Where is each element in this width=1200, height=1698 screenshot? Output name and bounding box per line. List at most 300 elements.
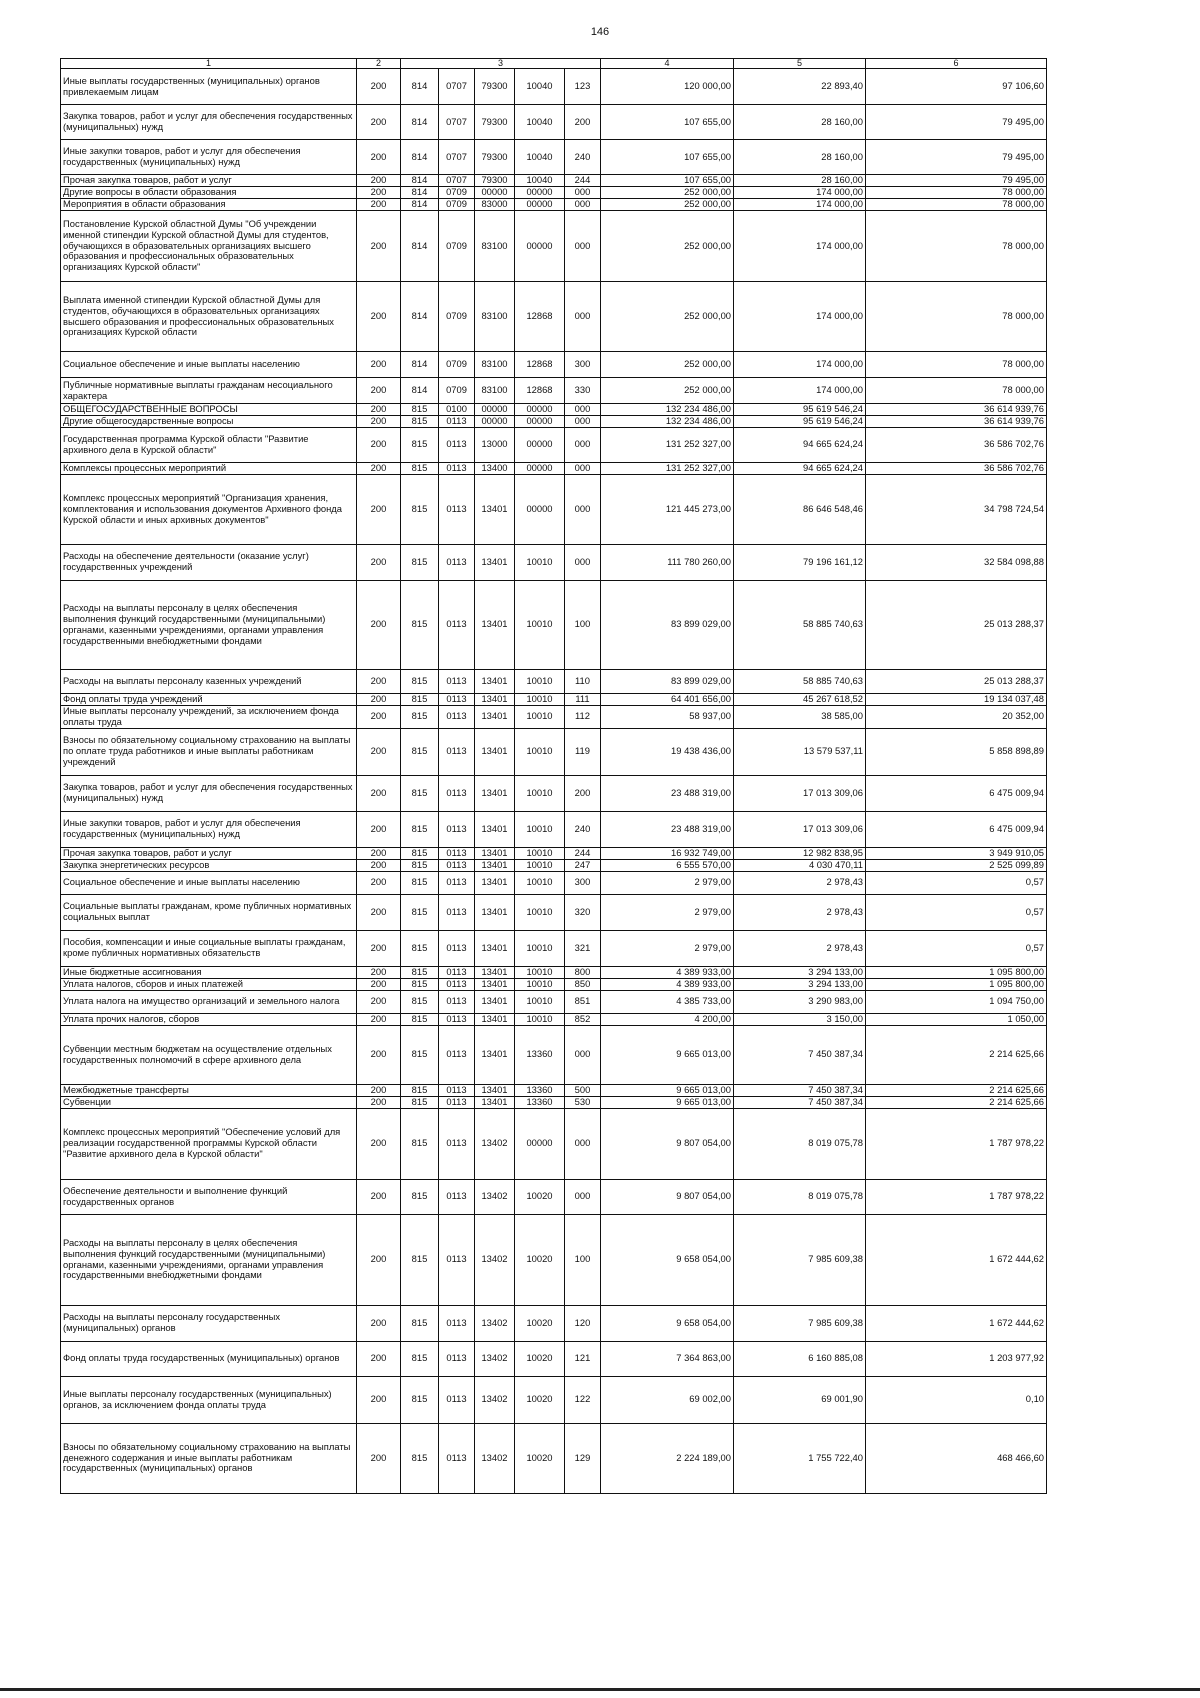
code-section: 200 [357,930,401,966]
code-program: 79300 [475,140,515,175]
code-direction: 10020 [515,1214,565,1305]
code-program: 13401 [475,1084,515,1096]
row-label: Другие общегосударственные вопросы [61,415,357,427]
value-executed: 174 000,00 [734,211,866,282]
value-plan: 131 252 327,00 [601,462,734,474]
value-executed: 12 982 838,95 [734,847,866,859]
row-label: Расходы на выплаты персоналу государственных (муниципальных) органов [61,1305,357,1341]
code-admin: 815 [401,966,439,978]
value-executed: 45 267 618,52 [734,693,866,705]
code-expense-type: 110 [565,669,601,693]
value-plan: 2 979,00 [601,894,734,930]
code-program: 13401 [475,705,515,728]
code-section: 200 [357,462,401,474]
code-chapter: 0113 [439,847,475,859]
code-chapter: 0113 [439,1305,475,1341]
code-direction: 00000 [515,462,565,474]
row-label: Другие вопросы в области образования [61,187,357,199]
value-remaining: 97 106,60 [866,69,1047,105]
code-program: 13401 [475,894,515,930]
value-executed: 7 985 609,38 [734,1305,866,1341]
value-executed: 3 290 983,00 [734,990,866,1013]
code-chapter: 0707 [439,69,475,105]
table-row [61,1376,1047,1423]
row-label: Расходы на выплаты персоналу в целях обеспечения выполнения функций государственными (муниципальными) органами, казенными учреждениями, органами управления государственными внебюджетными фондами [61,1214,357,1305]
row-label: Закупка товаров, работ и услуг для обеспечения государственных (муниципальных) нужд [61,775,357,811]
code-direction: 10010 [515,847,565,859]
value-plan: 111 780 260,00 [601,544,734,580]
value-plan: 83 899 029,00 [601,669,734,693]
code-direction: 00000 [515,211,565,282]
code-admin: 815 [401,1013,439,1025]
row-label: Субвенции [61,1096,357,1108]
table-row [61,894,1047,930]
code-direction: 10010 [515,1013,565,1025]
code-program: 13401 [475,811,515,847]
code-section: 200 [357,580,401,669]
code-direction: 10020 [515,1179,565,1214]
code-direction: 13360 [515,1025,565,1084]
value-executed: 7 450 387,34 [734,1025,866,1084]
value-remaining: 6 475 009,94 [866,775,1047,811]
row-label: Расходы на обеспечение деятельности (оказание услуг) государственных учреждений [61,544,357,580]
code-section: 200 [357,811,401,847]
value-remaining: 468 466,60 [866,1423,1047,1493]
row-label: Расходы на выплаты персоналу казенных учреждений [61,669,357,693]
code-section: 200 [357,404,401,416]
row-label: Расходы на выплаты персоналу в целях обеспечения выполнения функций государственными (муниципальными) органами, казенными учреждениями, органами управления государственными внебюджетными фондами [61,580,357,669]
code-section: 200 [357,1108,401,1179]
row-label: Уплата налога на имущество организаций и земельного налога [61,990,357,1013]
value-plan: 4 389 933,00 [601,966,734,978]
value-executed: 17 013 309,06 [734,811,866,847]
code-program: 83000 [475,199,515,211]
code-direction: 10010 [515,705,565,728]
code-admin: 815 [401,728,439,775]
code-program: 13402 [475,1341,515,1376]
code-expense-type: 530 [565,1096,601,1108]
code-section: 200 [357,211,401,282]
value-remaining: 1 787 978,22 [866,1179,1047,1214]
value-plan: 107 655,00 [601,140,734,175]
code-direction: 10010 [515,775,565,811]
code-direction: 10040 [515,69,565,105]
value-remaining: 25 013 288,37 [866,580,1047,669]
code-program: 13401 [475,990,515,1013]
code-chapter: 0113 [439,775,475,811]
code-expense-type: 112 [565,705,601,728]
code-program: 13402 [475,1214,515,1305]
code-direction: 10010 [515,811,565,847]
row-label: Иные выплаты персоналу учреждений, за исключением фонда оплаты труда [61,705,357,728]
table-row [61,978,1047,990]
table-row [61,1084,1047,1096]
row-label: Иные бюджетные ассигнования [61,966,357,978]
table-row [61,415,1047,427]
value-remaining: 79 495,00 [866,140,1047,175]
code-program: 13401 [475,728,515,775]
table-row [61,1305,1047,1341]
budget-table [60,58,1047,1494]
value-plan: 121 445 273,00 [601,474,734,544]
code-section: 200 [357,728,401,775]
code-chapter: 0113 [439,1084,475,1096]
code-chapter: 0113 [439,427,475,462]
code-admin: 815 [401,1376,439,1423]
header-col-5: 5 [734,59,866,69]
code-admin: 815 [401,1423,439,1493]
table-row [61,282,1047,352]
table-row [61,404,1047,416]
code-expense-type: 240 [565,140,601,175]
page-number: 146 [590,26,610,38]
value-executed: 174 000,00 [734,352,866,378]
code-admin: 815 [401,1179,439,1214]
table-row [61,1013,1047,1025]
table-row [61,1108,1047,1179]
code-section: 200 [357,775,401,811]
code-expense-type: 320 [565,894,601,930]
code-section: 200 [357,69,401,105]
code-chapter: 0113 [439,415,475,427]
code-chapter: 0113 [439,811,475,847]
code-admin: 814 [401,282,439,352]
table-row [61,211,1047,282]
row-label: ОБЩЕГОСУДАРСТВЕННЫЕ ВОПРОСЫ [61,404,357,416]
value-plan: 23 488 319,00 [601,811,734,847]
code-program: 13402 [475,1305,515,1341]
value-remaining: 1 095 800,00 [866,966,1047,978]
code-program: 13401 [475,978,515,990]
code-section: 200 [357,1084,401,1096]
value-remaining: 1 787 978,22 [866,1108,1047,1179]
table-row [61,105,1047,140]
code-program: 13401 [475,966,515,978]
code-section: 200 [357,187,401,199]
value-plan: 9 658 054,00 [601,1305,734,1341]
code-direction: 13360 [515,1084,565,1096]
value-plan: 64 401 656,00 [601,693,734,705]
code-program: 13401 [475,1025,515,1084]
code-direction: 10010 [515,544,565,580]
code-chapter: 0707 [439,140,475,175]
code-admin: 815 [401,859,439,871]
table-row [61,775,1047,811]
code-chapter: 0113 [439,1025,475,1084]
row-label: Закупка товаров, работ и услуг для обеспечения государственных (муниципальных) нужд [61,105,357,140]
code-direction: 10010 [515,871,565,894]
code-expense-type: 000 [565,427,601,462]
code-section: 200 [357,1423,401,1493]
code-admin: 815 [401,990,439,1013]
table-row [61,580,1047,669]
table-row [61,669,1047,693]
value-remaining: 6 475 009,94 [866,811,1047,847]
header-col-2: 2 [357,59,401,69]
code-chapter: 0709 [439,187,475,199]
value-plan: 69 002,00 [601,1376,734,1423]
code-direction: 10010 [515,859,565,871]
code-chapter: 0113 [439,1376,475,1423]
code-chapter: 0113 [439,871,475,894]
code-admin: 814 [401,105,439,140]
code-admin: 815 [401,580,439,669]
code-direction: 12868 [515,352,565,378]
row-label: Социальные выплаты гражданам, кроме публичных нормативных социальных выплат [61,894,357,930]
value-executed: 28 160,00 [734,140,866,175]
code-expense-type: 852 [565,1013,601,1025]
code-expense-type: 300 [565,352,601,378]
code-expense-type: 000 [565,415,601,427]
value-remaining: 0,57 [866,871,1047,894]
code-expense-type: 100 [565,1214,601,1305]
row-label: Уплата прочих налогов, сборов [61,1013,357,1025]
code-admin: 815 [401,1305,439,1341]
value-plan: 252 000,00 [601,282,734,352]
code-chapter: 0707 [439,175,475,187]
table-row [61,69,1047,105]
code-admin: 815 [401,415,439,427]
value-plan: 2 979,00 [601,871,734,894]
value-plan: 58 937,00 [601,705,734,728]
code-program: 13401 [475,871,515,894]
code-direction: 10040 [515,105,565,140]
value-plan: 16 932 749,00 [601,847,734,859]
code-expense-type: 000 [565,1179,601,1214]
code-admin: 814 [401,199,439,211]
code-chapter: 0113 [439,1096,475,1108]
code-admin: 815 [401,462,439,474]
code-expense-type: 850 [565,978,601,990]
code-expense-type: 120 [565,1305,601,1341]
code-expense-type: 122 [565,1376,601,1423]
row-label: Государственная программа Курской области "Развитие архивного дела в Курской области" [61,427,357,462]
table-row [61,427,1047,462]
code-program: 13401 [475,1096,515,1108]
code-chapter: 0113 [439,474,475,544]
code-program: 79300 [475,105,515,140]
value-remaining: 36 586 702,76 [866,462,1047,474]
code-chapter: 0113 [439,580,475,669]
code-chapter: 0709 [439,282,475,352]
value-remaining: 34 798 724,54 [866,474,1047,544]
code-admin: 815 [401,427,439,462]
code-direction: 12868 [515,378,565,404]
value-executed: 2 978,43 [734,930,866,966]
value-remaining: 19 134 037,48 [866,693,1047,705]
code-admin: 814 [401,140,439,175]
code-chapter: 0100 [439,404,475,416]
value-remaining: 36 614 939,76 [866,415,1047,427]
code-section: 200 [357,990,401,1013]
value-remaining: 1 050,00 [866,1013,1047,1025]
code-chapter: 0113 [439,705,475,728]
value-executed: 8 019 075,78 [734,1108,866,1179]
code-expense-type: 244 [565,847,601,859]
value-remaining: 1 672 444,62 [866,1214,1047,1305]
code-section: 200 [357,427,401,462]
table-row [61,378,1047,404]
code-expense-type: 247 [565,859,601,871]
code-section: 200 [357,415,401,427]
header-col-3: 3 [401,59,601,69]
header-col-4: 4 [601,59,734,69]
code-admin: 814 [401,69,439,105]
code-section: 200 [357,1341,401,1376]
value-plan: 9 665 013,00 [601,1084,734,1096]
value-plan: 9 665 013,00 [601,1096,734,1108]
value-executed: 3 150,00 [734,1013,866,1025]
code-admin: 815 [401,1108,439,1179]
table-row [61,1423,1047,1493]
code-chapter: 0113 [439,978,475,990]
table-row [61,1214,1047,1305]
value-executed: 3 294 133,00 [734,966,866,978]
code-section: 200 [357,378,401,404]
code-admin: 814 [401,352,439,378]
table-row [61,871,1047,894]
code-admin: 815 [401,705,439,728]
table-row [61,352,1047,378]
value-executed: 4 030 470,11 [734,859,866,871]
code-expense-type: 851 [565,990,601,1013]
code-chapter: 0707 [439,105,475,140]
value-remaining: 2 214 625,66 [866,1084,1047,1096]
code-expense-type: 200 [565,775,601,811]
value-plan: 252 000,00 [601,352,734,378]
code-direction: 10020 [515,1341,565,1376]
code-chapter: 0709 [439,378,475,404]
code-expense-type: 800 [565,966,601,978]
code-program: 13400 [475,462,515,474]
code-direction: 00000 [515,187,565,199]
value-plan: 252 000,00 [601,187,734,199]
value-remaining: 78 000,00 [866,352,1047,378]
code-program: 13402 [475,1423,515,1493]
code-admin: 815 [401,544,439,580]
code-expense-type: 500 [565,1084,601,1096]
code-direction: 10020 [515,1423,565,1493]
code-section: 200 [357,1305,401,1341]
value-executed: 13 579 537,11 [734,728,866,775]
page-bottom-rule [0,1688,1200,1691]
value-executed: 28 160,00 [734,175,866,187]
value-executed: 6 160 885,08 [734,1341,866,1376]
value-plan: 2 224 189,00 [601,1423,734,1493]
code-section: 200 [357,966,401,978]
value-plan: 107 655,00 [601,175,734,187]
value-executed: 174 000,00 [734,199,866,211]
code-admin: 815 [401,1025,439,1084]
value-executed: 95 619 546,24 [734,415,866,427]
value-plan: 252 000,00 [601,199,734,211]
value-executed: 174 000,00 [734,187,866,199]
code-section: 200 [357,1376,401,1423]
row-label: Взносы по обязательному социальному страхованию на выплаты денежного содержания и иные выплаты работникам государственных (муниципальных) органов [61,1423,357,1493]
table-row [61,693,1047,705]
code-admin: 814 [401,378,439,404]
header-row [61,59,1047,69]
table-row [61,544,1047,580]
value-executed: 1 755 722,40 [734,1423,866,1493]
code-chapter: 0113 [439,462,475,474]
value-plan: 107 655,00 [601,105,734,140]
value-executed: 38 585,00 [734,705,866,728]
value-remaining: 1 094 750,00 [866,990,1047,1013]
value-plan: 9 658 054,00 [601,1214,734,1305]
table-row [61,728,1047,775]
value-remaining: 5 858 898,89 [866,728,1047,775]
code-program: 00000 [475,415,515,427]
code-chapter: 0709 [439,199,475,211]
code-expense-type: 119 [565,728,601,775]
code-chapter: 0113 [439,544,475,580]
code-direction: 10010 [515,930,565,966]
value-plan: 252 000,00 [601,378,734,404]
code-chapter: 0113 [439,990,475,1013]
table-row [61,966,1047,978]
value-executed: 7 450 387,34 [734,1096,866,1108]
value-executed: 94 665 624,24 [734,427,866,462]
value-plan: 6 555 570,00 [601,859,734,871]
code-admin: 815 [401,871,439,894]
value-plan: 4 200,00 [601,1013,734,1025]
value-executed: 58 885 740,63 [734,669,866,693]
value-remaining: 2 525 099,89 [866,859,1047,871]
value-plan: 4 385 733,00 [601,990,734,1013]
code-admin: 815 [401,847,439,859]
code-program: 83100 [475,282,515,352]
table-row [61,859,1047,871]
value-plan: 83 899 029,00 [601,580,734,669]
value-executed: 174 000,00 [734,378,866,404]
code-direction: 10040 [515,140,565,175]
value-executed: 94 665 624,24 [734,462,866,474]
row-label: Публичные нормативные выплаты гражданам несоциального характера [61,378,357,404]
code-admin: 815 [401,894,439,930]
code-section: 200 [357,693,401,705]
code-chapter: 0113 [439,894,475,930]
code-section: 200 [357,859,401,871]
code-direction: 00000 [515,474,565,544]
code-program: 13401 [475,474,515,544]
code-program: 13401 [475,693,515,705]
code-expense-type: 000 [565,462,601,474]
value-remaining: 36 614 939,76 [866,404,1047,416]
table-row [61,187,1047,199]
value-remaining: 2 214 625,66 [866,1096,1047,1108]
row-label: Иные закупки товаров, работ и услуг для обеспечения государственных (муниципальных) нужд [61,140,357,175]
value-remaining: 1 672 444,62 [866,1305,1047,1341]
code-direction: 00000 [515,199,565,211]
code-program: 13401 [475,847,515,859]
row-label: Субвенции местным бюджетам на осуществление отдельных государственных полномочий в сфере архивного дела [61,1025,357,1084]
code-chapter: 0113 [439,693,475,705]
table-row [61,199,1047,211]
table-row [61,175,1047,187]
code-admin: 815 [401,1096,439,1108]
code-section: 200 [357,669,401,693]
code-expense-type: 000 [565,404,601,416]
code-program: 13402 [475,1376,515,1423]
code-admin: 815 [401,775,439,811]
code-expense-type: 000 [565,187,601,199]
row-label: Выплата именной стипендии Курской областной Думы для студентов, обучающихся в образовательных организациях высшего образования и профессиональных образовательных организациях Курской области [61,282,357,352]
code-chapter: 0113 [439,1423,475,1493]
code-admin: 815 [401,1341,439,1376]
row-label: Социальное обеспечение и иные выплаты населению [61,871,357,894]
code-section: 200 [357,871,401,894]
